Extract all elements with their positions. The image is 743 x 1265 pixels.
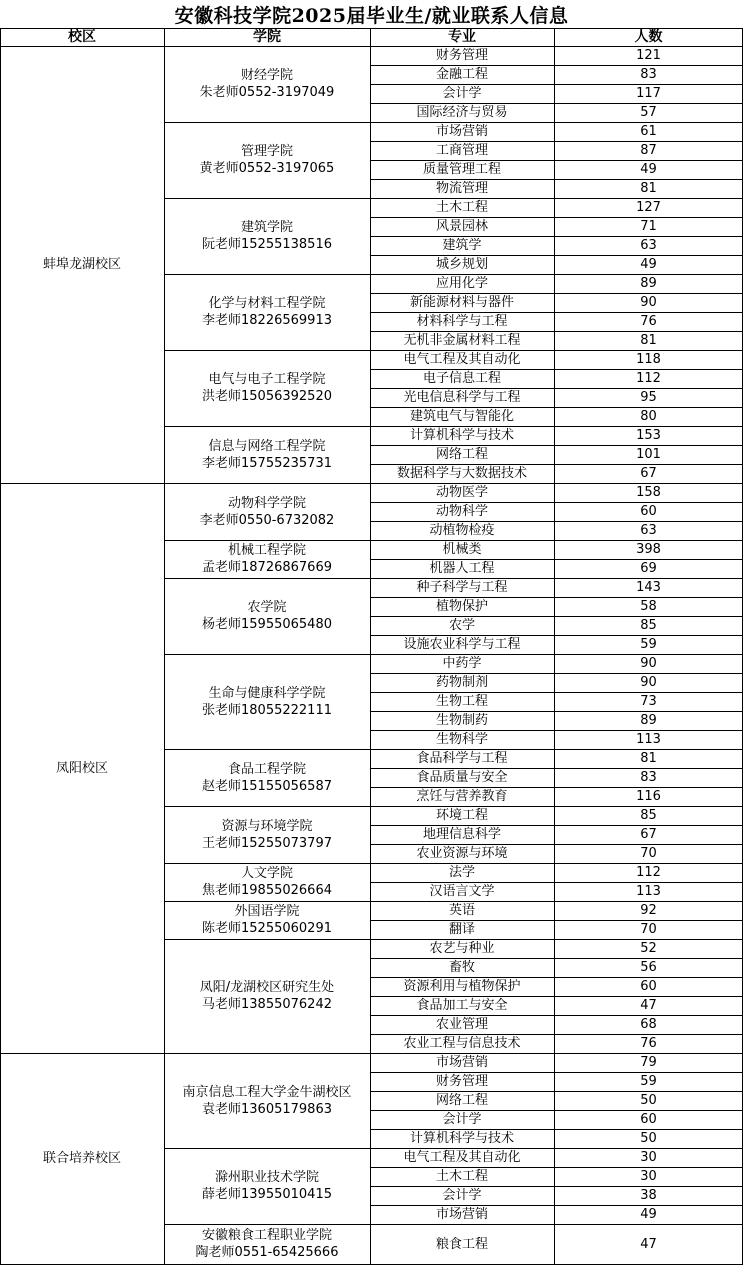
major-cell: 市场营销: [435, 1207, 488, 1222]
count-cell: 90: [640, 656, 657, 671]
count-cell: 73: [640, 694, 657, 709]
grid-line: [554, 28, 555, 1265]
major-cell: 汉语言文学: [429, 884, 495, 899]
major-cell: 电子信息工程: [422, 371, 501, 386]
major-cell: 金融工程: [435, 67, 488, 82]
count-cell: 83: [640, 67, 657, 82]
college-cell: [164, 1053, 370, 1148]
college-name: 建筑学院: [240, 220, 293, 235]
major-cell: 网络工程: [435, 447, 488, 462]
college-name: 电气与电子工程学院: [208, 372, 326, 387]
count-cell: 60: [640, 504, 657, 519]
college-contact: 黄老师0552-3197065: [199, 161, 335, 176]
college-cell: [164, 198, 370, 274]
college-contact: 阮老师15255138516: [202, 237, 332, 252]
header-campus: 校区: [68, 28, 96, 45]
college-cell: [164, 806, 370, 863]
count-cell: 49: [640, 162, 657, 177]
college-contact: 洪老师15056392520: [202, 389, 332, 404]
major-cell: 土木工程: [435, 200, 488, 215]
count-cell: 49: [640, 257, 657, 272]
major-cell: 法学: [448, 865, 475, 880]
college-contact: 薛老师13955010415: [202, 1187, 332, 1202]
college-name: 动物科学学院: [227, 495, 306, 511]
college-cell: [164, 901, 370, 939]
college-name: 化学与材料工程学院: [208, 296, 326, 311]
major-cell: 食品科学与工程: [416, 751, 508, 766]
college-cell: [164, 749, 370, 806]
college-cell: [164, 1148, 370, 1224]
major-cell: 机械类: [442, 542, 482, 557]
count-cell: 127: [636, 200, 661, 215]
major-cell: 建筑电气与智能化: [409, 409, 514, 424]
college-name: 生命与健康科学学院: [208, 685, 326, 701]
major-cell: 会计学: [442, 1188, 482, 1203]
count-cell: 38: [640, 1188, 657, 1203]
header-count: 人数: [634, 28, 663, 45]
major-cell: 英语: [448, 903, 475, 918]
count-cell: 117: [636, 86, 661, 101]
college-name: 滁州职业技术学院: [214, 1170, 319, 1185]
major-cell: 网络工程: [435, 1093, 488, 1108]
count-cell: 50: [640, 1093, 657, 1108]
college-name: 信息与网络工程学院: [208, 438, 326, 454]
college-cell: [164, 122, 370, 198]
count-cell: 87: [640, 143, 657, 158]
count-cell: 81: [640, 181, 657, 196]
count-cell: 61: [640, 124, 657, 139]
major-cell: 药物制剂: [435, 675, 488, 690]
major-cell: 种子科学与工程: [416, 580, 508, 595]
college-cell: [164, 578, 370, 654]
major-cell: 光电信息科学与工程: [403, 390, 521, 405]
major-cell: 农学: [448, 618, 475, 633]
count-cell: 80: [640, 409, 657, 424]
count-cell: 143: [636, 580, 661, 595]
count-cell: 158: [636, 485, 661, 500]
major-cell: 质量管理工程: [422, 162, 501, 177]
major-cell: 生物科学: [435, 732, 488, 747]
count-cell: 90: [640, 295, 657, 310]
college-cell: [164, 939, 370, 1053]
college-contact: 袁老师13605179863: [202, 1101, 332, 1117]
college-contact: 李老师18226569913: [202, 313, 332, 328]
grid-line: [0, 28, 743, 29]
count-cell: 63: [640, 523, 657, 538]
count-cell: 89: [640, 713, 657, 728]
count-cell: 58: [640, 599, 657, 614]
campus-cell: 蚌埠龙湖校区: [42, 257, 121, 272]
contact-table: [0, 28, 743, 1260]
college-contact: 张老师18055222111: [202, 702, 332, 718]
count-cell: 92: [640, 903, 657, 918]
count-cell: 52: [640, 941, 657, 956]
count-cell: 50: [640, 1131, 657, 1146]
count-cell: 89: [640, 276, 657, 291]
major-cell: 市场营销: [435, 1055, 488, 1070]
count-cell: 81: [640, 751, 657, 766]
major-cell: 风景园林: [435, 219, 488, 234]
campus-cell: 联合培养校区: [42, 1151, 121, 1166]
count-cell: 85: [640, 808, 657, 823]
count-cell: 112: [636, 371, 661, 386]
count-cell: 112: [636, 865, 661, 880]
major-cell: 畜牧: [448, 960, 475, 975]
header-major: 专业: [448, 28, 476, 45]
major-cell: 物流管理: [435, 181, 488, 196]
college-cell: [164, 483, 370, 540]
major-cell: 会计学: [442, 1112, 482, 1127]
major-cell: 农业资源与环境: [416, 846, 508, 861]
major-cell: 土木工程: [435, 1169, 488, 1184]
major-cell: 农艺与种业: [429, 941, 495, 956]
college-name: 财经学院: [240, 68, 293, 83]
count-cell: 70: [640, 846, 657, 861]
count-cell: 67: [640, 466, 657, 481]
college-name: 外国语学院: [234, 904, 300, 919]
count-cell: 76: [640, 314, 657, 329]
college-cell: [164, 350, 370, 426]
college-contact: 赵老师15155056587: [202, 778, 332, 794]
major-cell: 农业管理: [435, 1017, 488, 1032]
count-cell: 30: [640, 1169, 657, 1184]
count-cell: 59: [640, 1074, 657, 1089]
grid-line: [164, 28, 165, 1265]
count-cell: 121: [636, 48, 661, 63]
major-cell: 资源利用与植物保护: [403, 979, 521, 994]
college-name: 资源与环境学院: [221, 818, 313, 834]
major-cell: 食品加工与安全: [416, 998, 508, 1013]
major-cell: 生物工程: [435, 694, 488, 709]
college-name: 人文学院: [240, 866, 293, 881]
count-cell: 69: [640, 561, 657, 576]
major-cell: 市场营销: [435, 124, 488, 139]
college-contact: 朱老师0552-3197049: [199, 85, 335, 100]
college-contact: 陈老师15255060291: [202, 921, 332, 936]
major-cell: 动物科学: [435, 504, 488, 519]
major-cell: 植物保护: [435, 599, 488, 614]
major-cell: 建筑学: [442, 238, 482, 253]
major-cell: 新能源材料与器件: [409, 295, 514, 310]
count-cell: 113: [636, 884, 661, 899]
major-cell: 地理信息科学: [422, 827, 501, 842]
count-cell: 79: [640, 1055, 657, 1070]
major-cell: 生物制药: [435, 713, 488, 728]
grid-line: [0, 28, 1, 1265]
major-cell: 计算机科学与技术: [409, 1131, 514, 1146]
count-cell: 95: [640, 390, 657, 405]
count-cell: 116: [636, 789, 661, 804]
major-cell: 无机非金属材料工程: [403, 333, 521, 348]
major-cell: 电气工程及其自动化: [403, 1150, 521, 1165]
major-cell: 工商管理: [435, 143, 488, 158]
major-cell: 城乡规划: [435, 257, 488, 272]
college-name: 管理学院: [240, 144, 293, 159]
major-cell: 烹饪与营养教育: [416, 789, 508, 804]
count-cell: 70: [640, 922, 657, 937]
college-contact: 王老师15255073797: [202, 835, 332, 851]
major-cell: 应用化学: [435, 276, 488, 291]
college-cell: [164, 654, 370, 749]
college-name: 安徽粮食工程职业学院: [201, 1228, 332, 1243]
college-name: 南京信息工程大学金牛湖校区: [182, 1084, 352, 1100]
count-cell: 76: [640, 1036, 657, 1051]
college-cell: [164, 46, 370, 122]
major-cell: 财务管理: [435, 1074, 488, 1089]
major-cell: 环境工程: [435, 808, 488, 823]
count-cell: 81: [640, 333, 657, 348]
college-name: 机械工程学院: [227, 543, 306, 558]
college-contact: 李老师0550-6732082: [199, 512, 335, 528]
header-college: 学院: [253, 28, 281, 45]
major-cell: 会计学: [442, 86, 482, 101]
page-title: 安徽科技学院2025届毕业生/就业联系人信息: [174, 4, 569, 27]
count-cell: 101: [636, 447, 661, 462]
college-contact: 焦老师19855026664: [202, 883, 332, 898]
count-cell: 60: [640, 979, 657, 994]
count-cell: 71: [640, 219, 657, 234]
count-cell: 85: [640, 618, 657, 633]
major-cell: 设施农业科学与工程: [403, 637, 521, 652]
count-cell: 63: [640, 238, 657, 253]
count-cell: 398: [636, 542, 661, 557]
count-cell: 90: [640, 675, 657, 690]
count-cell: 67: [640, 827, 657, 842]
count-cell: 57: [640, 105, 657, 120]
campus-cell: 凤阳校区: [55, 760, 108, 776]
major-cell: 材料科学与工程: [416, 314, 508, 329]
count-cell: 30: [640, 1150, 657, 1165]
major-cell: 中药学: [442, 656, 482, 671]
grid-line: [370, 28, 371, 1265]
count-cell: 68: [640, 1017, 657, 1032]
college-name: 食品工程学院: [227, 761, 306, 777]
college-cell: [164, 274, 370, 350]
major-cell: 翻译: [448, 922, 475, 937]
count-cell: 83: [640, 770, 657, 785]
major-cell: 动物医学: [435, 485, 488, 500]
major-cell: 粮食工程: [435, 1236, 488, 1252]
college-contact: 马老师13855076242: [202, 997, 332, 1012]
count-cell: 118: [636, 352, 661, 367]
major-cell: 计算机科学与技术: [409, 428, 514, 443]
major-cell: 机器人工程: [429, 561, 495, 576]
college-cell: [164, 863, 370, 901]
count-cell: 60: [640, 1112, 657, 1127]
count-cell: 47: [640, 998, 657, 1013]
count-cell: 56: [640, 960, 657, 975]
college-name: 凤阳/龙湖校区研究生处: [199, 980, 335, 995]
count-cell: 47: [640, 1236, 657, 1252]
major-cell: 动植物检疫: [429, 523, 495, 538]
college-contact: 杨老师15955065480: [202, 617, 332, 632]
count-cell: 153: [636, 428, 661, 443]
major-cell: 数据科学与大数据技术: [396, 466, 527, 481]
college-contact: 李老师15755235731: [202, 455, 332, 471]
count-cell: 113: [636, 732, 661, 747]
college-cell: [164, 540, 370, 578]
college-contact: 孟老师18726867669: [202, 560, 332, 575]
major-cell: 农业工程与信息技术: [403, 1036, 521, 1051]
major-cell: 电气工程及其自动化: [403, 352, 521, 367]
college-cell: [164, 426, 370, 483]
major-cell: 食品质量与安全: [416, 770, 508, 785]
major-cell: 财务管理: [435, 48, 488, 63]
college-cell: [164, 1224, 370, 1264]
college-contact: 陶老师0551-65425666: [195, 1245, 339, 1260]
count-cell: 49: [640, 1207, 657, 1222]
college-name: 农学院: [247, 600, 287, 615]
major-cell: 国际经济与贸易: [416, 105, 508, 120]
count-cell: 59: [640, 637, 657, 652]
